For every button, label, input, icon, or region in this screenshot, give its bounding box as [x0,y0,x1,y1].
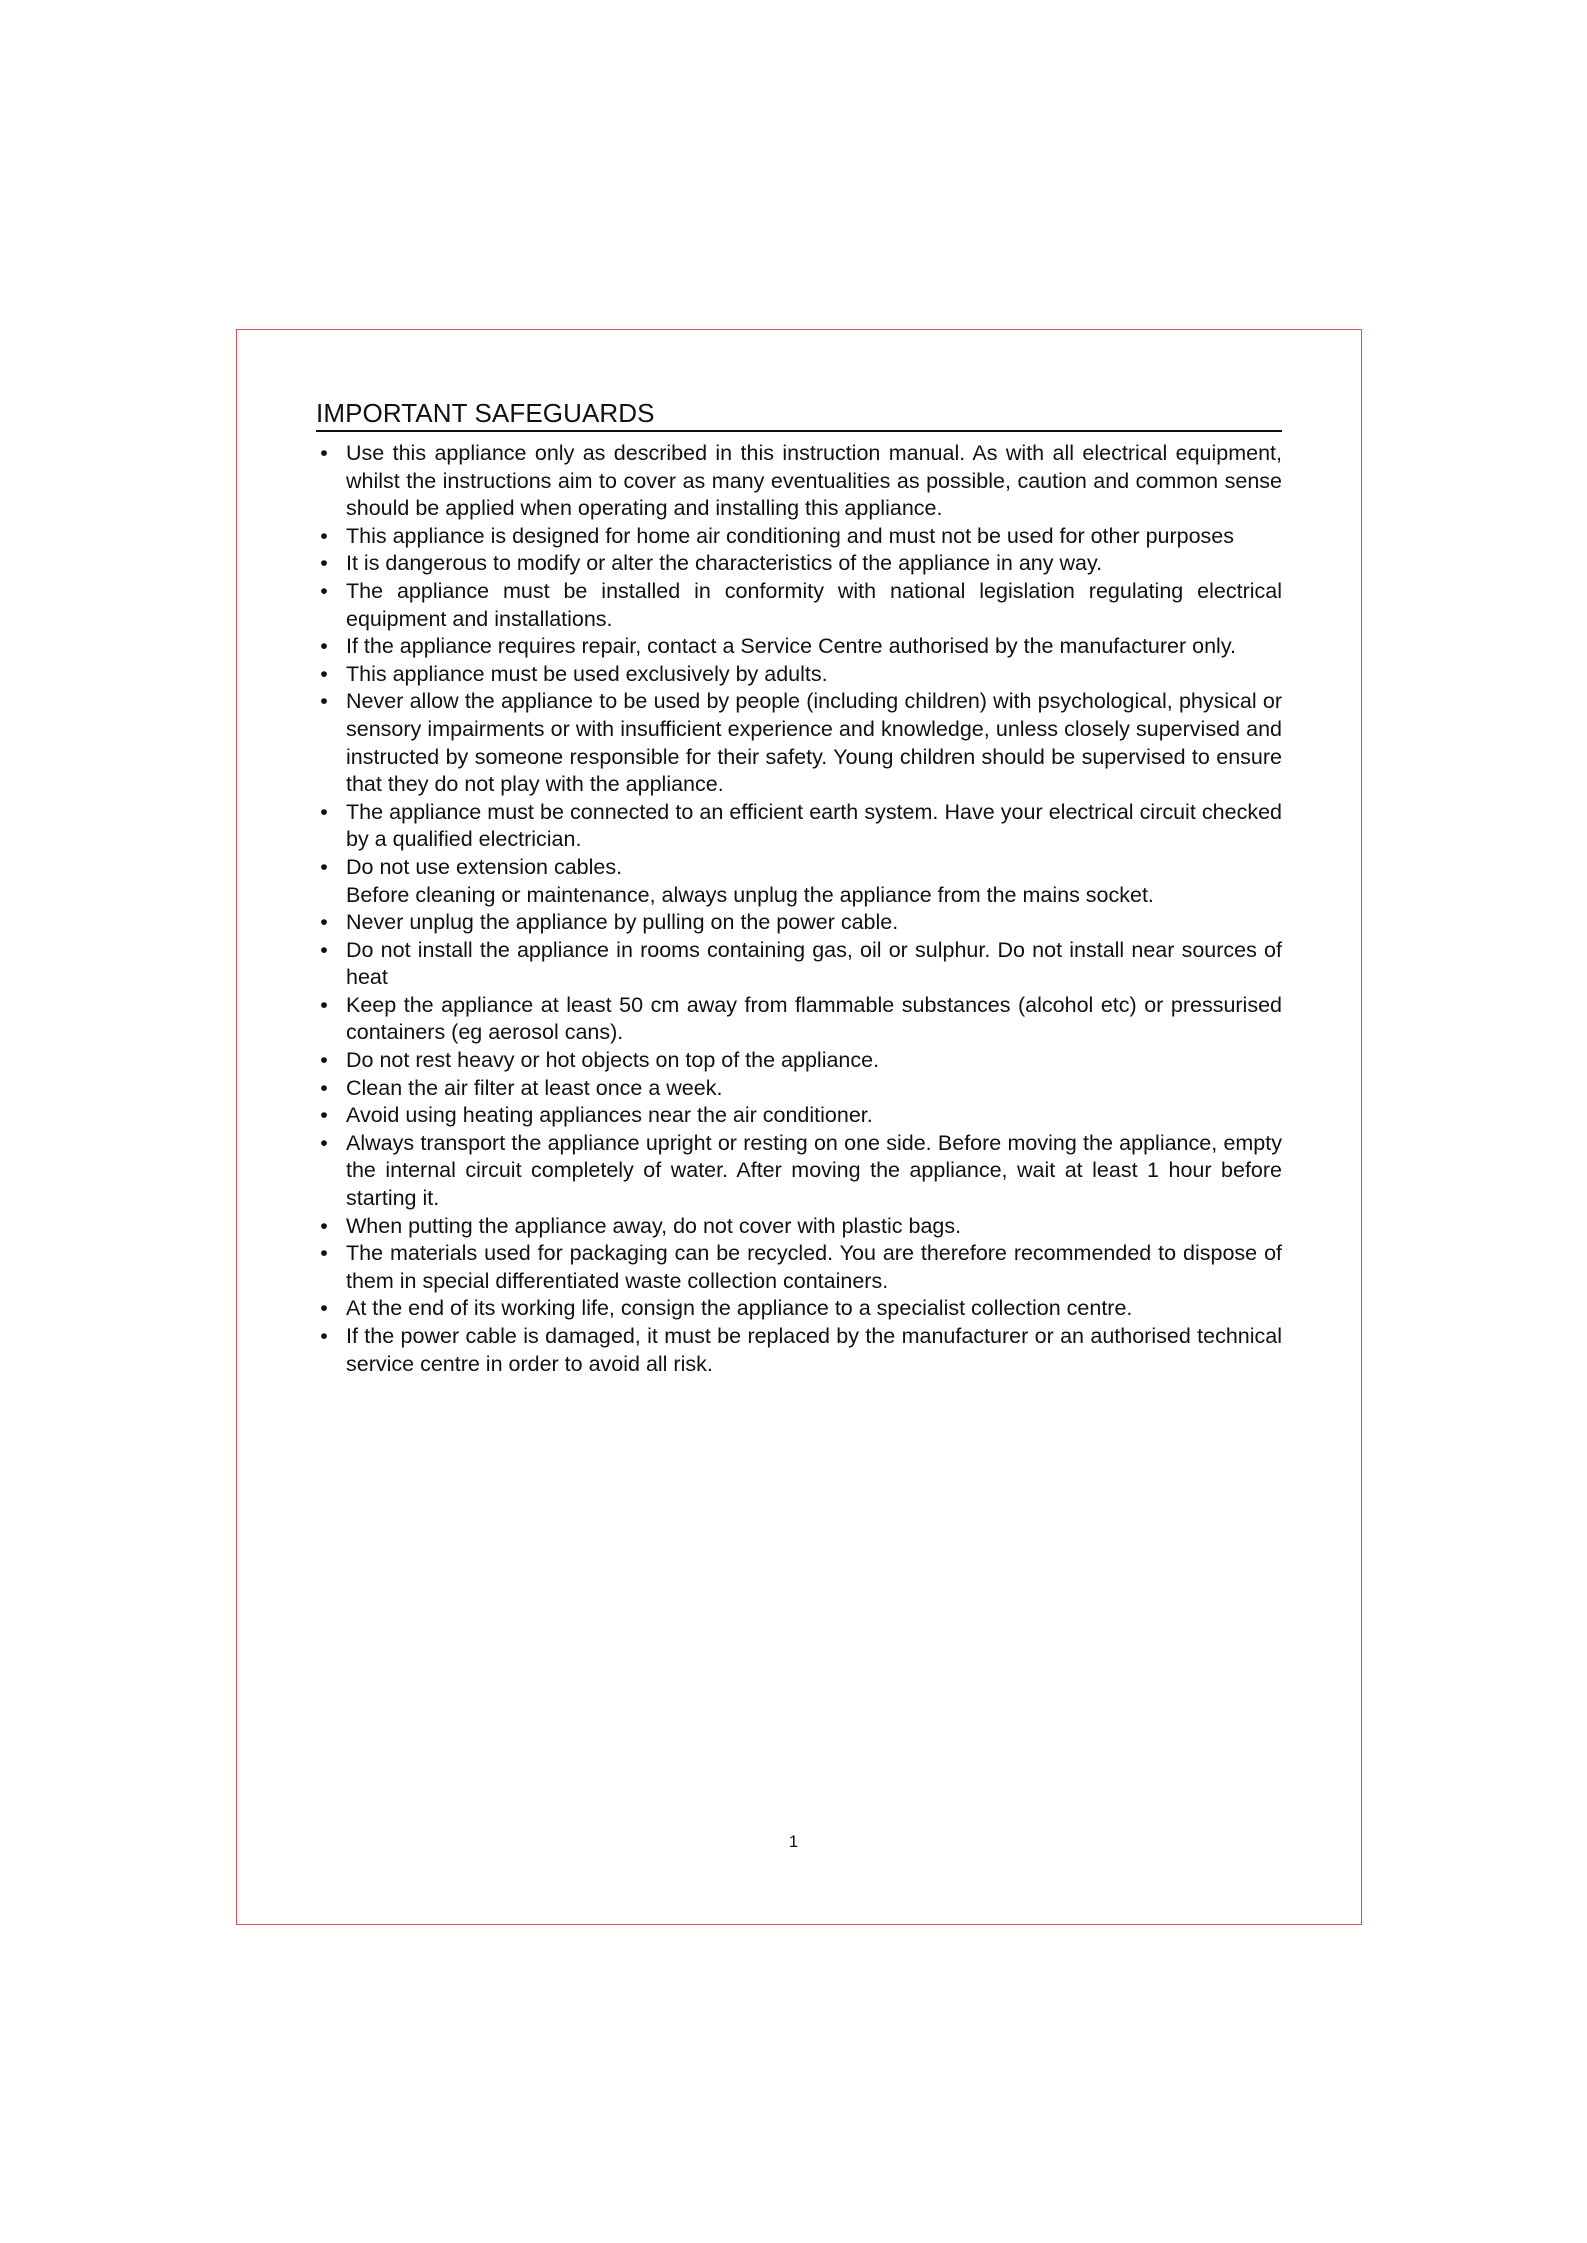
bullet-icon [318,992,330,1020]
list-item [316,1075,1282,1103]
bullet-icon [318,854,330,882]
list-item-text: The appliance must be installed in conformity with national legislation regulating electrical equipment and installations. [346,578,1282,631]
list-item-text: Never unplug the appliance by pulling on the power cable. [346,910,899,935]
list-item-text: Do not rest heavy or hot objects on top of the appliance. [346,1048,880,1073]
bullet-icon [318,1102,330,1130]
list-item [316,550,1282,578]
list-item-text: Do not use extension cables. [346,854,623,879]
list-item [316,578,1282,633]
list-item [316,1213,1282,1241]
list-item [316,1102,1282,1130]
list-item [316,661,1282,689]
list-item-text: Keep the appliance at least 50 cm away from flammable substances (alcohol etc) or pressurised containers (eg aerosol cans). [346,992,1282,1045]
list-item-text: Use this appliance only as described in this instruction manual. As with all electrical equipment, whilst the instructions aim to cover as many eventualities as possible, caution and common sense should be applied when operating and installing this appliance. [346,441,1282,521]
bullet-icon [318,550,330,578]
document-body [316,398,1282,1378]
list-item [316,1240,1282,1295]
list-item-text: Never allow the appliance to be used by people (including children) with psychological, physical or sensory impairments or with insufficient experience and knowledge, unless closely supervised and instructed by someone responsible for their safety. Young children should be supervised to ensure that they do not play with the appliance. [346,689,1282,797]
list-item [316,523,1282,551]
list-item-text: Do not install the appliance in rooms containing gas, oil or sulphur. Do not install near sources of heat [346,937,1282,990]
bullet-icon [318,1213,330,1241]
list-item [316,1047,1282,1075]
list-item-text: The materials used for packaging can be recycled. You are therefore recommended to dispose of them in special differentiated waste collection containers. [346,1241,1282,1293]
list-item-text: The appliance must be connected to an efficient earth system. Have your electrical circuit checked by a qualified electrician. [346,799,1282,852]
bullet-icon [318,799,330,827]
bullet-icon [318,937,330,965]
list-item [316,799,1282,854]
list-item-text: This appliance is designed for home air conditioning and must not be used for other purposes [346,523,1235,548]
bullet-icon [318,1295,330,1323]
list-item-text: At the end of its working life, consign the appliance to a specialist collection centre. [346,1296,1133,1321]
list-item [316,440,1282,523]
bullet-icon [318,440,330,468]
list-item [316,937,1282,992]
list-item [316,1323,1282,1378]
list-item-text: If the power cable is damaged, it must be replaced by the manufacturer or an authorised technical service centre in order to avoid all risk. [346,1324,1282,1376]
bullet-icon [318,1047,330,1075]
list-item-text: Clean the air filter at least once a week. [346,1075,723,1100]
list-item-text: It is dangerous to modify or alter the characteristics of the appliance in any way. [346,551,1103,576]
bullet-icon [318,1323,330,1351]
list-item [316,854,1282,909]
list-item-text: Always transport the appliance upright or resting on one side. Before moving the appliance, empty the internal circuit completely of water. After moving the appliance, wait at least 1 hour before starting it. [346,1130,1282,1211]
page-number: 1 [788,1832,799,1851]
bullet-icon [318,688,330,716]
list-item-text: When putting the appliance away, do not cover with plastic bags. [346,1213,962,1238]
bullet-icon [318,1075,330,1103]
list-item-text: Avoid using heating appliances near the air conditioner. [346,1103,873,1128]
list-item-subtext: Before cleaning or maintenance, always unplug the appliance from the mains socket. [346,882,1154,907]
list-item [316,1130,1282,1213]
bullet-icon [318,909,330,937]
bullet-icon [318,578,330,606]
list-item [316,688,1282,798]
list-item-text: This appliance must be used exclusively by adults. [346,661,828,686]
safeguards-list [316,440,1282,1378]
list-item [316,633,1282,661]
bullet-icon [318,1240,330,1268]
list-item-text: If the appliance requires repair, contact a Service Centre authorised by the manufacturer only. [346,634,1236,659]
bullet-icon [318,661,330,689]
page-title: IMPORTANT SAFEGUARDS [316,398,1282,432]
bullet-icon [318,1130,330,1158]
list-item [316,909,1282,937]
bullet-icon [318,523,330,551]
list-item [316,992,1282,1047]
bullet-icon [318,633,330,661]
list-item [316,1295,1282,1323]
